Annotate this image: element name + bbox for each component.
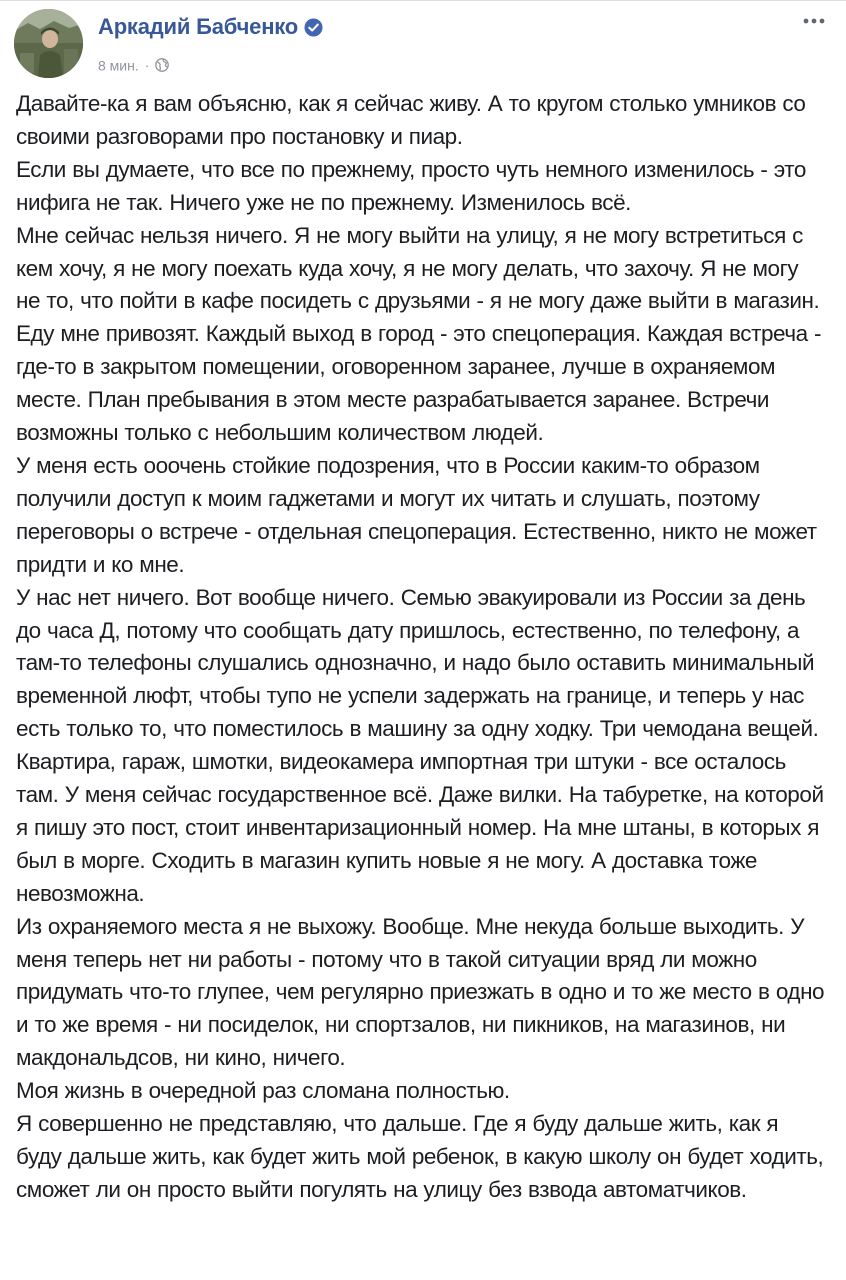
post-paragraph: У меня есть ооочень стойкие подозрения, что в России каким-то образом получили доступ к моим гаджетами и могут их читать и слушать, поэтому переговоры о встрече - отдельная спецоперация. Естественно, никто не может придти и ко мне.: [16, 452, 817, 577]
post-header: [14, 9, 834, 79]
post-paragraph: Мне сейчас нельзя ничего. Я не могу выйти на улицу, я не могу встретиться с кем хочу, я не могу поехать куда хочу, я не могу делать, что захочу. Я не могу не то, что пойти в кафе посидеть с друзьями - я не могу даже выйти в магазин. Еду мне привозят. Каждый выход в город - это спецоперация. Каждая встреча - где-то в закрытом помещении, оговоренном заранее, лучше в охраняемом месте. План пребывания в этом месте разрабатывается заранее. Встречи возможны только с небольшим количеством людей.: [16, 222, 822, 446]
author-row: [98, 14, 323, 44]
post-paragraph: У нас нет ничего. Вот вообще ничего. Семью эвакуировали из России за день до часа Д, потому что сообщать дату пришлось, естественно, по телефону, а там-то телефоны слушались однозначно, и надо было оставить минимальный временной люфт, чтобы тупо не успели задержать на границе, и теперь у нас есть только то, что поместилось в машину за одну ходку. Три чемодана вещей. Квартира, гараж, шмотки, видеокамера импортная три штуки - все осталось там. У меня сейчас государственное всё. Даже вилки. На табуретке, на которой я пишу это пост, стоит инвентаризационный номер. На мне штаны, в которых я был в морге. Сходить в магазин купить новые я не могу. А доставка тоже невозможна.: [16, 584, 824, 906]
verified-badge-icon: [304, 18, 323, 37]
author-name[interactable]: Аркадий Бабченко: [98, 14, 299, 39]
globe-icon[interactable]: [155, 58, 169, 72]
post-body: [16, 88, 828, 1207]
post-paragraph: Если вы думаете, что все по прежнему, просто чуть немного изменилось - это нифига не так. Ничего уже не по прежнему. Изменилось всё.: [16, 156, 806, 215]
author-avatar[interactable]: [14, 9, 83, 78]
post-paragraph: Я совершенно не представляю, что дальше. Где я буду дальше жить, как я буду дальше жить, как будет жить мой ребенок, в какую школу он будет ходить, сможет ли он просто выйти погулять на улицу без взвода автоматчиков.: [16, 1111, 824, 1202]
post-paragraph: Из охраняемого места я не выхожу. Вообще. Мне некуда больше выходить. У меня теперь нет ни работы - потому что в такой ситуации вряд ли можно придумать что-то глупее, чем регулярно приезжать в одно и то же место в одно и то же время - ни посиделок, ни спортзалов, ни пикников, на магазинов, ни макдональдсов, ни кино, ничего.: [16, 913, 825, 1071]
post-meta: [98, 56, 169, 73]
avatar-photo: [14, 9, 83, 78]
post-paragraph: Моя жизнь в очередной раз сломана полностью.: [16, 1078, 510, 1104]
post-paragraph: Давайте-ка я вам объясню, как я сейчас живу. А то кругом столько умников со своими разговорами про постановку и пиар.: [16, 91, 806, 149]
more-horizontal-icon[interactable]: [800, 13, 828, 29]
post-timestamp[interactable]: 8 мин.: [98, 57, 139, 74]
meta-separator: ·: [144, 57, 150, 74]
